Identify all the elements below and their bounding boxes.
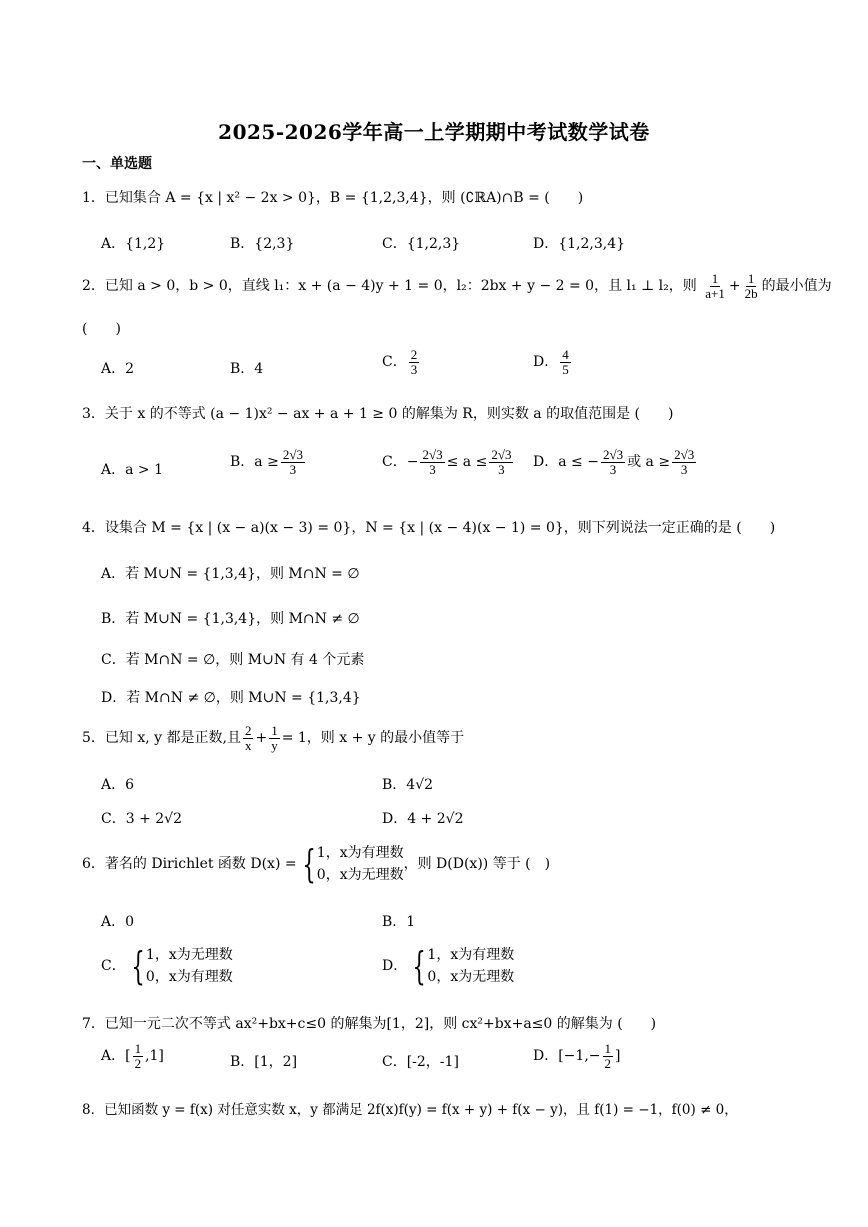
question-2-stem: 2．已知 a > 0，b > 0，直线 l₁：x + (a − 4)y + 1 = 0，l₂：2bx + y − 2 = 0，且 l₁ ⊥ l₂，则 $\frac{1}{a+1}$ + $\frac{1}{2b}$ 的最小值为	[82, 271, 832, 301]
q2-option-b: B．4	[230, 361, 264, 377]
q4-option-b: B．若 M∪N = {1,3,4}，则 M∩N ≠ ∅	[101, 611, 360, 627]
q5-option-a: A．6	[101, 777, 135, 793]
q1-option-c: C．{1,2,3}	[382, 236, 461, 252]
q6-option-d: D． { 1，x为有理数 0，x为无理数	[382, 944, 515, 988]
question-6-stem: 6．著名的 Dirichlet 函数 D(x) = { 1，x为有理数 0，x为无理数 ，则 D(D(x)) 等于 ( )	[82, 842, 551, 886]
q2-fraction-1: $\frac{1}{a+1}$	[705, 271, 725, 301]
q3-option-b: B．a ≥ $\frac{2√3}{3}$	[230, 447, 303, 477]
q4-option-a: A．若 M∪N = {1,3,4}，则 M∩N = ∅	[101, 566, 360, 582]
q7-option-d: D．[−1,− $\frac{1}{2}$ ]	[533, 1041, 621, 1071]
question-7-stem: 7．已知一元二次不等式 ax²+bx+c≤0 的解集为[1，2]，则 cx²+bx+a≤0 的解集为 ( )	[82, 1016, 657, 1032]
q6-option-a: A．0	[101, 914, 135, 930]
q6-option-b: B．1	[382, 914, 416, 930]
q2-option-a: A．2	[101, 361, 135, 377]
q6-option-c: C． { 1，x为无理数 0，x为有理数	[101, 944, 233, 988]
q7-option-b: B．[1，2]	[230, 1054, 298, 1070]
q2-fraction-2: $\frac{1}{2b}$	[744, 271, 758, 301]
question-3-stem: 3．关于 x 的不等式 (a − 1)x² − ax + a + 1 ≥ 0 的解集为 R，则实数 a 的取值范围是 ( )	[82, 406, 674, 422]
question-5-stem: 5．已知 x, y 都是正数,且 $\frac{2}{x}$ + $\frac{1}{y}$ = 1，则 x + y 的最小值等于	[82, 723, 465, 753]
question-8-stem: 8．已知函数 y = f(x) 对任意实数 x，y 都满足 2f(x)f(y) = f(x + y) + f(x − y)，且 f(1) = −1，f(0) ≠ 0，	[82, 1102, 738, 1118]
q2-option-c: C． $\frac{2}{3}$	[382, 347, 418, 377]
q1-option-b: B．{2,3}	[230, 236, 295, 252]
q5-option-d: D．4 + 2√2	[382, 811, 464, 827]
q5-option-b: B．4√2	[382, 777, 434, 793]
q7-option-a: A．[ $\frac{1}{2}$ ,1]	[101, 1041, 164, 1071]
q3-option-d: D．a ≤ − $\frac{2√3}{3}$ 或 a ≥ $\frac{2√3}{3}$	[533, 447, 695, 477]
question-1-stem: 1．已知集合 A = {x | x² − 2x > 0}，B = {1,2,3,4}，则 (∁ℝA)∩B = ( )	[82, 190, 584, 206]
q3-option-c: C．− $\frac{2√3}{3}$ ≤ a ≤ $\frac{2√3}{3}$	[382, 447, 512, 477]
page-title: 2025-2026学年高一上学期期中考试数学试卷	[218, 120, 650, 144]
q1-option-d: D．{1,2,3,4}	[533, 236, 626, 252]
q3-option-a: A．a > 1	[101, 462, 163, 478]
question-4-stem: 4．设集合 M = {x | (x − a)(x − 3) = 0}，N = {x | (x − 4)(x − 1) = 0}，则下列说法一定正确的是 ( )	[82, 520, 776, 536]
q4-option-d: D．若 M∩N ≠ ∅，则 M∪N = {1,3,4}	[101, 690, 361, 706]
q2-paren: ( )	[82, 321, 121, 337]
q2-option-d: D． $\frac{4}{5}$	[533, 347, 569, 377]
q1-option-a: A．{1,2}	[101, 236, 166, 252]
q5-option-c: C．3 + 2√2	[101, 811, 182, 827]
section-heading: 一、单选题	[82, 156, 152, 172]
q2-stem-tail: 的最小值为	[761, 278, 832, 295]
q4-option-c: C．若 M∩N = ∅，则 M∪N 有 4 个元素	[101, 652, 365, 668]
q2-stem-text: 2．已知 a > 0，b > 0，直线 l₁：x + (a − 4)y + 1 = 0，l₂：2bx + y − 2 = 0，且 l₁ ⊥ l₂，则	[82, 278, 697, 295]
q7-option-c: C．[-2，-1]	[382, 1054, 459, 1070]
